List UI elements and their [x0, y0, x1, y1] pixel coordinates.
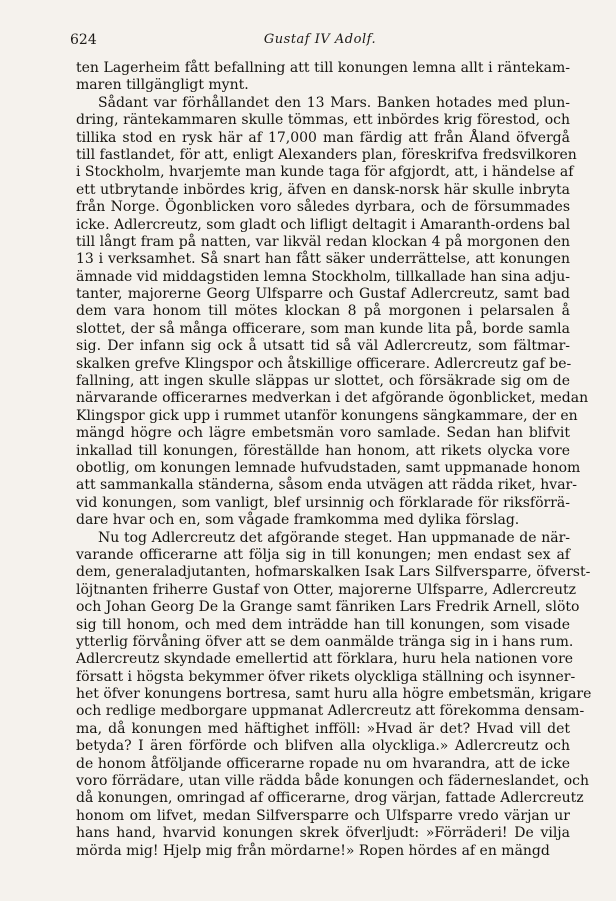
text-line: till fastlandet, för att, enligt Alexanders plan, föreskrifva fredsvilkoren: [76, 146, 577, 163]
text-line: löjtnanten friherre Gustaf von Otter, majorerne Ulfsparre, Adlercreutz: [76, 581, 576, 598]
paragraph: [76, 529, 592, 860]
text-line: och Johan Georg De la Grange samt fänriken Lars Fredrik Arnell, slöto: [76, 599, 580, 616]
text-line: varande officerarne att följa sig in till konungen; men endast sex af: [76, 546, 570, 563]
running-title: Gustaf IV Adolf.: [263, 32, 377, 47]
body-text: [76, 60, 592, 860]
text-line: Adlercreutz skyndade emellertid att förklara, huru hela nationen vore: [76, 651, 574, 668]
text-line: voro förrädare, utan ville rädda både konungen och fäderneslandet, och: [76, 773, 590, 790]
text-line: dem vara honom till mötes klockan 8 på morgonen i pelarsalen å: [76, 303, 570, 320]
text-line: att sammankalla ständerna, såsom enda utvägen att rädda riket, hvar-: [76, 477, 577, 494]
text-line: vid konungen, som vanligt, blef ursinnig och förklarade för riksförrä-: [76, 494, 570, 511]
paragraph: [76, 60, 570, 95]
paragraph: [76, 94, 589, 530]
text-line: och redlige medborgare uppmanat Adlercreutz att förekomma densam-: [76, 703, 585, 720]
text-line: honom om lifvet, medan Silfversparre och Ulfsparre vredo värjan ur: [76, 807, 570, 824]
text-line: tillika stod en rysk här af 17,000 man färdig att från Åland öfvergå: [76, 129, 570, 146]
text-line: hans hand, hvarvid konungen skrek öfverljudt: »Förräderi! De vilja: [76, 825, 570, 842]
text-line: dring, räntekammaren skulle tömmas, ett inbördes krig förestod, och: [76, 112, 570, 129]
running-header: [70, 32, 570, 52]
text-line: mörda mig! Hjelp mig från mördarne!» Ropen hördes af en mängd: [76, 842, 550, 859]
text-line: närvarande officerarnes medverkan i det afgörande ögonblicket, medan: [76, 390, 589, 407]
page-number: 624: [70, 32, 97, 48]
text-line: icke. Adlercreutz, som gladt och lifligt deltagit i Amaranth-ordens bal: [76, 216, 571, 233]
text-line: mängd högre och lägre embetsmän voro samlade. Sedan han blifvit: [76, 425, 570, 442]
text-line: Sådant var förhållandet den 13 Mars. Banken hotades med plun-: [98, 94, 570, 111]
text-line: het öfver konungens bortresa, samt huru alla högre embetsmän, krigare: [76, 686, 592, 703]
text-line: maren tillgängligt mynt.: [76, 77, 249, 94]
text-line: från Norge. Ögonblicken voro således dyrbara, och de försummades: [76, 199, 570, 216]
text-line: dem, generaladjutanten, hofmarskalken Isak Lars Silfversparre, öfverst-: [76, 564, 591, 581]
text-line: Klingspor gick upp i rummet utanför konungens sängkammare, der en: [76, 407, 578, 424]
text-line: inkallad till konungen, föreställde han honom, att rikets olycka vore: [76, 442, 570, 459]
text-line: 13 i verksamhet. Så snart han fått säker underrättelse, att konungen: [76, 251, 570, 268]
text-line: betyda? I ären förförde och blifven alla olyckliga.» Adlercreutz och: [76, 738, 570, 755]
text-line: sig till honom, och med dem inträdde han till konungen, som visade: [76, 616, 570, 633]
text-line: till långt fram på natten, var likväl redan klockan 4 på morgonen den: [76, 233, 570, 250]
text-line: ytterlig förvåning öfver att se dem oanmälde tränga sig in i hans rum.: [76, 633, 574, 650]
text-line: i Stockholm, hvarjemte man kunde taga för afgjordt, att, i händelse af: [76, 164, 574, 181]
text-line: fallning, att ingen skulle släppas ur slottet, och försäkrade sig om de: [76, 373, 570, 390]
text-line: ett utbrytande inbördes krig, äfven en dansk-norsk här skulle inbryta: [76, 181, 570, 198]
text-line: tanter, majorerne Georg Ulfsparre och Gustaf Adlercreutz, samt bad: [76, 286, 570, 303]
text-line: dare hvar och en, som vågade framkomma med dylika förslag.: [76, 512, 520, 529]
text-line: skalken grefve Klingspor och åtskillige officerare. Adlercreutz gaf be-: [76, 355, 572, 372]
text-line: Nu tog Adlercreutz det afgörande steget. Han uppmanade de när-: [98, 529, 570, 546]
text-line: ma, då konungen med häftighet infföll: »Hvad är det? Hvad vill det: [76, 720, 570, 737]
text-line: sig. Der infann sig ock å utsatt tid så väl Adlercreutz, som fältmar-: [76, 338, 570, 355]
text-line: slottet, der så många officerare, som man kunde lita på, borde samla: [76, 320, 570, 337]
text-line: då konungen, omringad af officerarne, drog värjan, fattade Adlercreutz: [76, 790, 584, 807]
text-line: obotlig, om konungen lemnade hufvudstaden, samt uppmanade honom: [76, 459, 581, 476]
text-line: de honom åtföljande officerarne ropade nu om hvarandra, att de icke: [76, 755, 570, 772]
text-line: ämnade vid middagstiden lemna Stockholm, tillkallade han sina adju-: [76, 268, 570, 285]
text-line: försatt i högsta bekymmer öfver rikets olyckliga ställning och isynner-: [76, 668, 576, 685]
text-line: ten Lagerheim fått befallning att till konungen lemna allt i räntekam-: [76, 60, 570, 76]
